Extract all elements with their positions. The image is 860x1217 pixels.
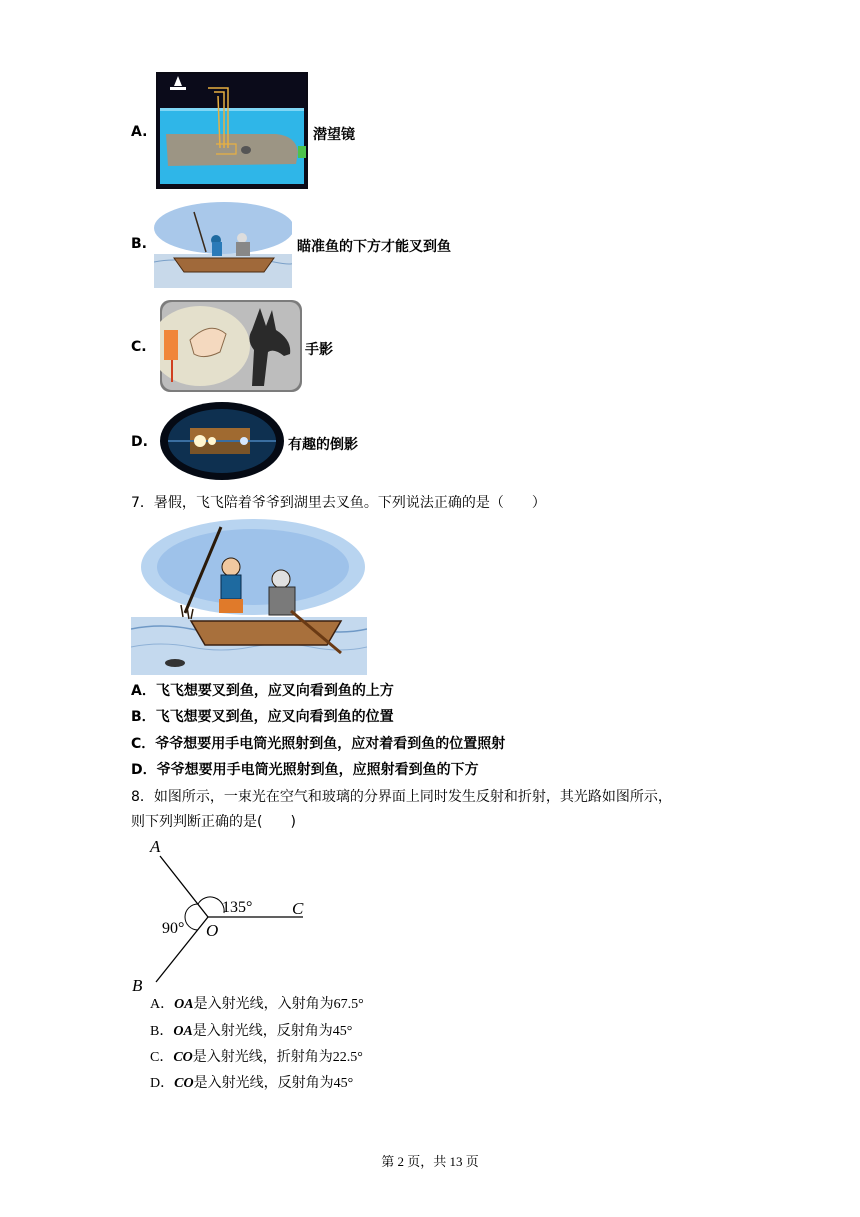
fishing-boat-image [154, 202, 292, 288]
option-d-letter: D. [131, 434, 148, 450]
option-d-text: 有趣的倒影 [288, 437, 358, 453]
q8-option-c [150, 1046, 363, 1066]
angle-arc-left [185, 904, 198, 930]
q8-option-a-letter: A． [150, 997, 175, 1012]
angle-label-90: 90° [162, 920, 185, 937]
q8-option-a-text: 是入射光线，入射角为67.5° [193, 997, 364, 1012]
option-b-text: 瞄准鱼的下方才能叉到鱼 [297, 239, 451, 255]
label-b: B [132, 976, 143, 994]
option-b-letter: B. [131, 236, 147, 252]
q7-option-b: B．飞飞想要叉到鱼，应叉向看到鱼的位置 [131, 709, 394, 725]
option-a-letter: A. [131, 124, 148, 140]
reflection-image [160, 402, 284, 480]
q7-option-c: C．爷爷想要用手电筒光照射到鱼，应对着看到鱼的位置照射 [131, 736, 506, 752]
q8-option-b-text: 是入射光线，反射角为45° [192, 1024, 353, 1039]
option-c-text: 手影 [305, 342, 333, 358]
question-8-stem-line1: 8．如图所示，一束光在空气和玻璃的分界面上同时发生反射和折射，其光路如图所示， [131, 789, 672, 805]
label-o: O [206, 921, 219, 940]
hand-shadow-image [160, 300, 302, 392]
angle-arc-top [198, 897, 224, 913]
light-path-diagram [128, 834, 328, 994]
q8-option-c-text: 是入射光线，折射角为22.5° [192, 1050, 363, 1065]
q7-option-a: A．飞飞想要叉到鱼，应叉向看到鱼的上方 [131, 683, 394, 699]
periscope-image [156, 72, 308, 189]
label-a: A [150, 837, 161, 856]
q8-option-a [150, 993, 364, 1013]
page-footer: 第 2 页，共 13 页 [381, 1154, 479, 1169]
angle-label-135: 135° [222, 899, 253, 916]
option-c-letter: C. [131, 339, 147, 355]
q7-option-d: D．爷爷想要用手电筒光照射到鱼，应照射看到鱼的下方 [131, 762, 479, 778]
question-8-stem-line2: 则下列判断正确的是( ) [131, 814, 296, 830]
q8-option-d [150, 1072, 353, 1092]
q8-option-b-letter: B． [150, 1024, 174, 1039]
q8-option-b [150, 1020, 352, 1040]
q8-option-c-ray: CO [173, 1050, 193, 1065]
fishing-scene-image [131, 517, 367, 675]
label-c: C [292, 899, 304, 918]
ray-oa [160, 856, 208, 917]
q8-option-c-letter: C． [150, 1050, 174, 1065]
q8-option-d-ray: CO [174, 1076, 194, 1091]
q8-option-d-text: 是入射光线，反射角为45° [193, 1076, 354, 1091]
q8-option-a-ray: OA [174, 997, 194, 1012]
q8-option-b-ray: OA [173, 1024, 193, 1039]
option-a-text: 潜望镜 [313, 127, 355, 143]
question-7-stem: 7．暑假，飞飞陪着爷爷到湖里去叉鱼。下列说法正确的是（ ） [131, 495, 546, 511]
q8-option-d-letter: D． [150, 1076, 175, 1091]
